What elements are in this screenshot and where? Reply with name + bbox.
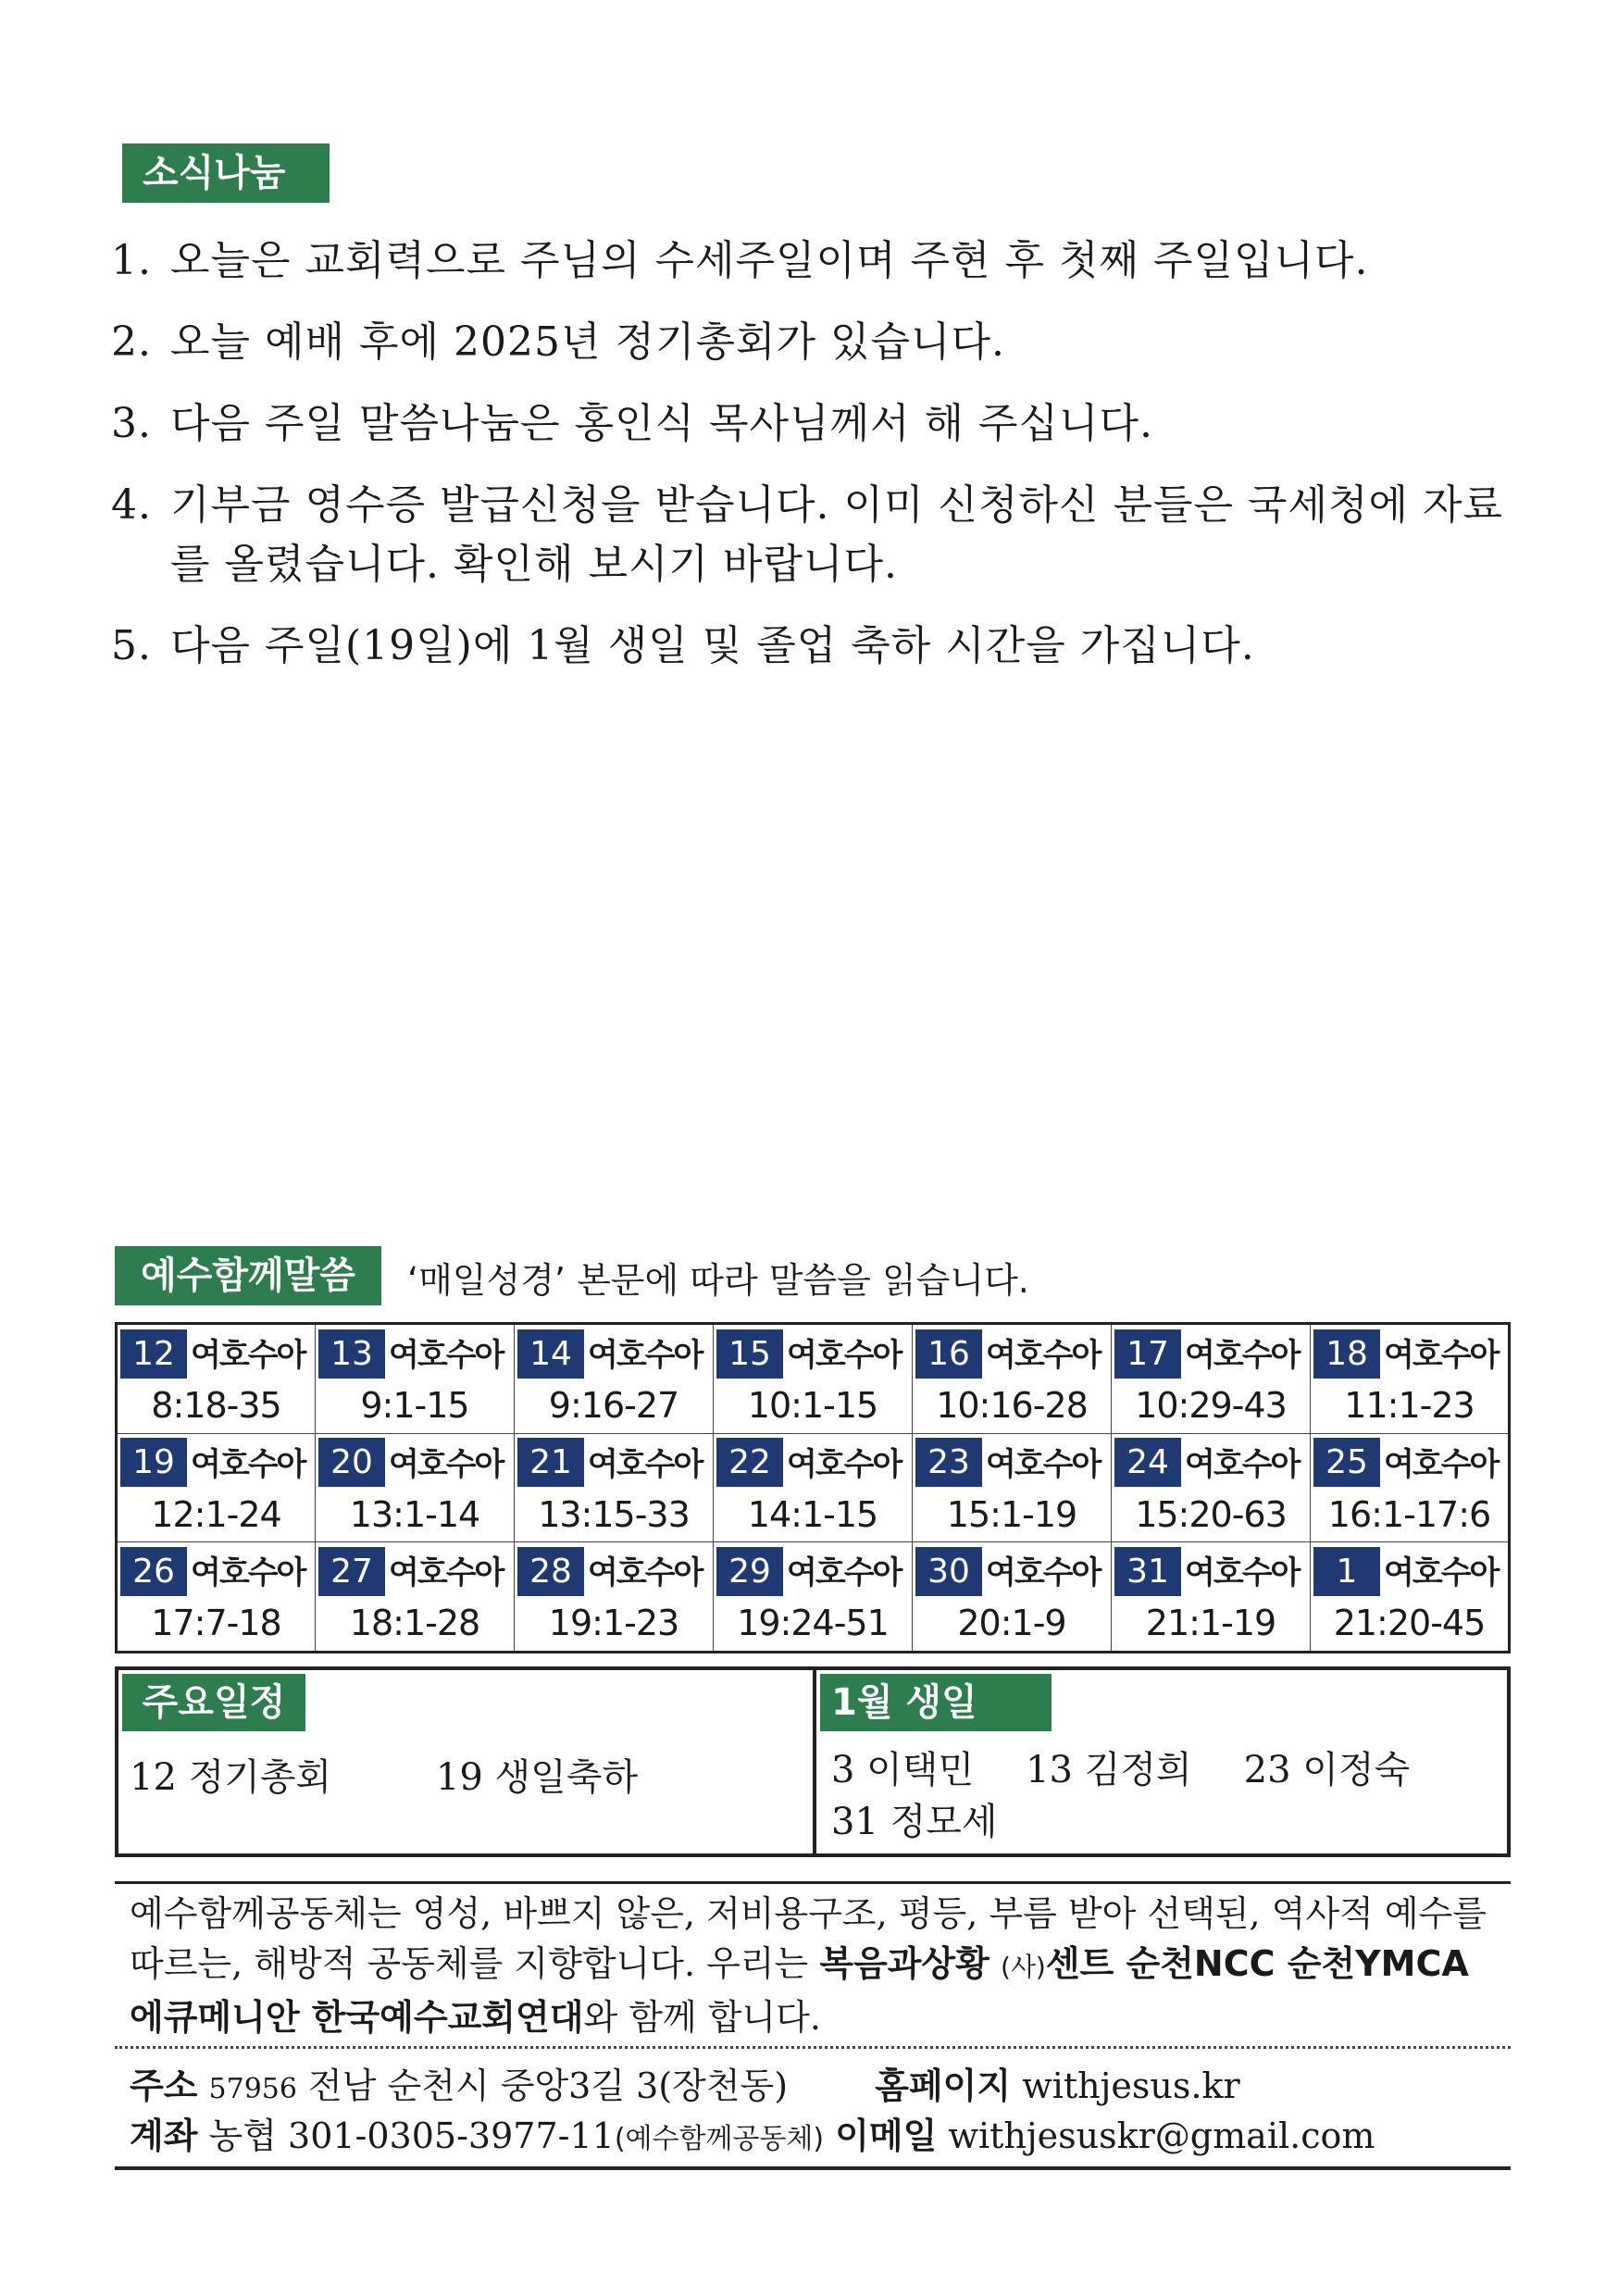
- day-number: 25: [1313, 1438, 1380, 1487]
- birthday-list: [831, 1744, 1498, 1848]
- news-item-4: 4. 기부금 영수증 발급신청을 받습니다. 이미 신청하신 분들은 국세청에 자료를 올렸습니다. 확인해 보시기 바랍니다.: [111, 481, 1503, 588]
- day-number: 12: [120, 1329, 187, 1379]
- dotted-divider: [115, 2046, 1511, 2049]
- news-section-title: 소식나눔: [122, 144, 330, 203]
- bible-day-cell: [515, 1433, 714, 1542]
- scripture-reference: 18:1-28: [349, 1603, 480, 1644]
- birthday-item: 31 정모세: [831, 1801, 998, 1843]
- day-number: 14: [517, 1329, 584, 1379]
- bible-week-row: [117, 1542, 1510, 1653]
- bible-day-cell: [913, 1324, 1112, 1434]
- bible-day-cell: [1112, 1324, 1311, 1434]
- day-number: 28: [517, 1547, 584, 1596]
- book-name: 여호수아: [588, 1445, 703, 1483]
- news-item-5: 5. 다음 주일(19일)에 1월 생일 및 졸업 축하 시간을 가집니다.: [111, 622, 1255, 669]
- community-statement: 예수함께공동체는 영성, 바쁘지 않은, 저비용구조, 평등, 부름 받아 선택된, 역사적 예수를 따르는, 해방적 공동체를 지향합니다. 우리는 복음과상황 (사)센트 순천NCC 순천YMCA 에큐메니안 한국예수교회연대와 함께 합니다.: [130, 1893, 1487, 2038]
- day-number: 19: [120, 1438, 187, 1487]
- day-number: 17: [1114, 1329, 1181, 1379]
- bible-day-cell: [316, 1324, 515, 1434]
- scripture-reference: 17:7-18: [151, 1603, 281, 1644]
- box-divider: [813, 1670, 816, 1853]
- book-name: 여호수아: [588, 1337, 703, 1374]
- news-item-3: 3. 다음 주일 말씀나눔은 홍인식 목사님께서 해 주십니다.: [111, 400, 1153, 447]
- bible-day-cell: [1112, 1433, 1311, 1542]
- book-name: 여호수아: [787, 1554, 902, 1592]
- news-item-2: 2. 오늘 예배 후에 2025년 정기총회가 있습니다.: [111, 318, 1005, 366]
- book-name: 여호수아: [588, 1554, 703, 1592]
- scripture-reference: 15:20-63: [1135, 1493, 1287, 1535]
- book-name: 여호수아: [389, 1445, 504, 1483]
- partner-names: 복음과상황: [819, 1943, 989, 1984]
- book-name: 여호수아: [191, 1337, 305, 1374]
- scripture-reference: 19:1-23: [548, 1603, 679, 1644]
- bible-day-cell: [1311, 1324, 1510, 1434]
- day-number: 24: [1114, 1438, 1181, 1487]
- book-name: 여호수아: [1384, 1445, 1499, 1483]
- homepage-link[interactable]: withjesus.kr: [1022, 2065, 1240, 2106]
- bible-day-cell: [1311, 1433, 1510, 1542]
- bible-day-cell: [117, 1324, 316, 1434]
- book-name: 여호수아: [1185, 1554, 1300, 1592]
- scripture-reference: 9:16-27: [548, 1385, 679, 1426]
- day-number: 31: [1114, 1547, 1181, 1596]
- bible-week-row: [117, 1324, 1510, 1434]
- news-item-1: 1. 오늘은 교회력으로 주님의 수세주일이며 주현 후 첫째 주일입니다.: [111, 237, 1369, 284]
- bible-day-cell: [1112, 1542, 1311, 1653]
- book-name: 여호수아: [986, 1445, 1101, 1483]
- book-name: 여호수아: [191, 1554, 305, 1592]
- day-number: 26: [120, 1547, 187, 1596]
- book-name: 여호수아: [1384, 1337, 1499, 1374]
- book-name: 여호수아: [1185, 1445, 1300, 1483]
- scripture-reference: 8:18-35: [151, 1385, 281, 1426]
- day-number: 22: [716, 1438, 783, 1487]
- scripture-reference: 10:29-43: [1135, 1385, 1287, 1426]
- scripture-reference: 19:24-51: [737, 1603, 889, 1644]
- bible-day-cell: [714, 1324, 913, 1434]
- scripture-reference: 13:15-33: [538, 1493, 690, 1535]
- day-number: 13: [318, 1329, 385, 1379]
- scripture-reference: 14:1-15: [747, 1493, 878, 1535]
- email-link[interactable]: withjesuskr@gmail.com: [948, 2115, 1375, 2156]
- bible-day-cell: [714, 1542, 913, 1653]
- schedule-item: 19 생일축하: [435, 1756, 639, 1799]
- bible-section-title: 예수함께말씀: [115, 1246, 381, 1305]
- divider-rule: [115, 1881, 1511, 1884]
- scripture-reference: 20:1-9: [957, 1603, 1066, 1644]
- scripture-reference: 21:20-45: [1333, 1603, 1486, 1644]
- scripture-reference: 10:1-15: [747, 1385, 878, 1426]
- scripture-reference: 12:1-24: [151, 1493, 281, 1535]
- day-number: 30: [915, 1547, 982, 1596]
- day-number: 27: [318, 1547, 385, 1596]
- book-name: 여호수아: [986, 1337, 1101, 1374]
- partner-names: 센트 순천NCC 순천YMCA 에큐메니안 한국예수교회연대: [130, 1943, 1469, 2038]
- bible-day-cell: [913, 1433, 1112, 1542]
- bible-reading-table: [115, 1322, 1511, 1653]
- bible-day-cell: [316, 1542, 515, 1653]
- bible-day-cell: [117, 1433, 316, 1542]
- birthday-item: 13 김정희: [1026, 1749, 1192, 1791]
- day-number: 23: [915, 1438, 982, 1487]
- day-number: 21: [517, 1438, 584, 1487]
- schedule-title: 주요일정: [122, 1674, 305, 1731]
- day-number: 15: [716, 1329, 783, 1379]
- book-name: 여호수아: [986, 1554, 1101, 1592]
- birthday-title: 1월 생일: [820, 1674, 1052, 1731]
- schedule-item: 12 정기총회: [130, 1756, 332, 1799]
- book-name: 여호수아: [787, 1445, 902, 1483]
- book-name: 여호수아: [787, 1337, 902, 1374]
- book-name: 여호수아: [389, 1554, 504, 1592]
- bible-day-cell: [117, 1542, 316, 1653]
- bible-week-row: [117, 1433, 1510, 1542]
- book-name: 여호수아: [1384, 1554, 1499, 1592]
- bible-day-cell: [316, 1433, 515, 1542]
- book-name: 여호수아: [191, 1445, 305, 1483]
- schedule-birthday-box: [115, 1666, 1511, 1857]
- bible-day-cell: [913, 1542, 1112, 1653]
- account-row: 계좌 농협 301-0305-3977-11(예수함께공동체) 이메일 withjesuskr@gmail.com: [130, 2115, 1375, 2156]
- scripture-reference: 13:1-14: [349, 1493, 480, 1535]
- day-number: 1: [1313, 1547, 1380, 1596]
- bible-day-cell: [714, 1433, 913, 1542]
- address-row: 주소 57956 전남 순천시 중앙3길 3(장천동) 홈페이지 withjesus.kr: [130, 2065, 1240, 2106]
- book-name: 여호수아: [389, 1337, 504, 1374]
- bible-day-cell: [1311, 1542, 1510, 1653]
- scripture-reference: 21:1-19: [1145, 1603, 1276, 1644]
- day-number: 20: [318, 1438, 385, 1487]
- scripture-reference: 10:16-28: [936, 1385, 1088, 1426]
- bible-day-cell: [515, 1542, 714, 1653]
- day-number: 16: [915, 1329, 982, 1379]
- bible-description: ‘매일성경’ 본문에 따라 말씀을 읽습니다.: [407, 1260, 1029, 1301]
- schedule-list: [130, 1748, 730, 1801]
- day-number: 29: [716, 1547, 783, 1596]
- book-name: 여호수아: [1185, 1337, 1300, 1374]
- scripture-reference: 11:1-23: [1344, 1385, 1475, 1426]
- bottom-rule: [115, 2166, 1511, 2170]
- news-list: [111, 231, 1518, 698]
- scripture-reference: 15:1-19: [946, 1493, 1077, 1535]
- day-number: 18: [1313, 1329, 1380, 1379]
- birthday-item: 3 이택민: [831, 1749, 975, 1791]
- bible-day-cell: [515, 1324, 714, 1434]
- scripture-reference: 16:1-17:6: [1327, 1493, 1491, 1535]
- scripture-reference: 9:1-15: [360, 1385, 469, 1426]
- birthday-item: 23 이정숙: [1243, 1749, 1411, 1791]
